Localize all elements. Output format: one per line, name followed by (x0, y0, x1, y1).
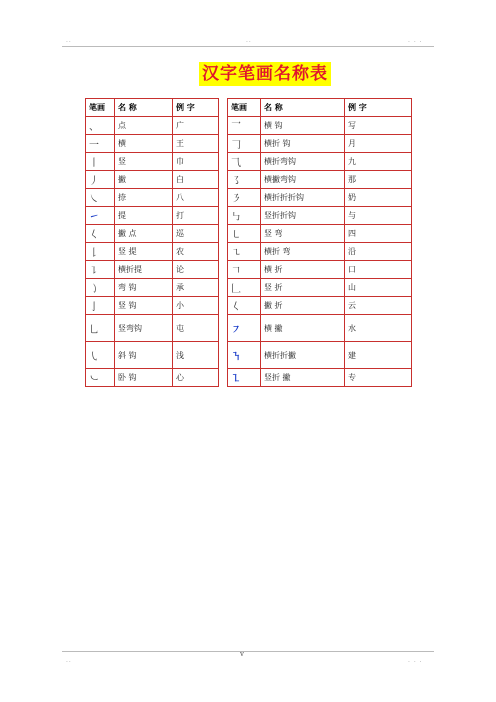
example-char-cell: 小 (173, 297, 219, 315)
footer-mark-left: .. (66, 657, 72, 664)
example-char-cell: 承 (173, 279, 219, 297)
column-gap (219, 315, 228, 342)
column-gap (219, 207, 228, 225)
table-row (86, 207, 412, 225)
example-char-cell: 论 (173, 261, 219, 279)
stroke-glyph-cell: 丨 (86, 153, 115, 171)
example-char-cell: 浅 (173, 342, 219, 369)
stroke-name-cell: 横 钩 (261, 117, 345, 135)
stroke-name-cell: 竖折 撇 (261, 369, 345, 387)
footer-mark-right: . . . (408, 657, 423, 664)
page-number: v (240, 650, 244, 658)
column-gap (219, 243, 228, 261)
stroke-glyph-cell: ㇄ (228, 225, 261, 243)
column-header-example: 例 字 (345, 99, 412, 117)
example-char-cell: 巾 (173, 153, 219, 171)
stroke-name-cell: 横折折折钩 (261, 189, 345, 207)
stroke-glyph-cell: 𡿨 (228, 297, 261, 315)
stroke-name-cell: 横撇弯钩 (261, 171, 345, 189)
stroke-glyph-cell: 𠃌 (228, 135, 261, 153)
stroke-glyph-cell: ㇅ (228, 369, 261, 387)
stroke-glyph-cell: 乚 (86, 315, 115, 342)
stroke-names-table (85, 98, 412, 387)
stroke-glyph-cell: ㇍ (228, 243, 261, 261)
stroke-glyph-cell: ㇏ (86, 189, 115, 207)
column-gap (219, 279, 228, 297)
table-row (86, 279, 412, 297)
stroke-glyph-cell: 𠃊 (228, 279, 261, 297)
table-row (86, 342, 412, 369)
example-char-cell: 白 (173, 171, 219, 189)
example-char-cell: 山 (345, 279, 412, 297)
column-gap (219, 99, 228, 117)
stroke-glyph-cell: ㇃ (86, 369, 115, 387)
stroke-name-cell: 提 (115, 207, 173, 225)
column-gap (219, 135, 228, 153)
column-gap (219, 297, 228, 315)
example-char-cell: 打 (173, 207, 219, 225)
stroke-name-cell: 竖 (115, 153, 173, 171)
stroke-glyph-cell: ㇎ (228, 342, 261, 369)
column-gap (219, 369, 228, 387)
header-mark-left: .. (66, 37, 72, 44)
table-row (86, 153, 412, 171)
stroke-glyph-cell: 、 (86, 117, 115, 135)
stroke-name-cell: 撇 (115, 171, 173, 189)
example-char-cell: 月 (345, 135, 412, 153)
table-row (86, 117, 412, 135)
stroke-name-cell: 竖 弯 (261, 225, 345, 243)
table-row (86, 189, 412, 207)
page-title: 汉字笔画名称表 (199, 62, 331, 86)
example-char-cell: 王 (173, 135, 219, 153)
example-char-cell: 九 (345, 153, 412, 171)
stroke-glyph-cell: ⺄ (228, 153, 261, 171)
stroke-name-cell: 斜 钩 (115, 342, 173, 369)
column-gap (219, 117, 228, 135)
stroke-name-cell: 横折提 (115, 261, 173, 279)
table-header-row (86, 99, 412, 117)
example-char-cell: 八 (173, 189, 219, 207)
stroke-name-cell: 横折 弯 (261, 243, 345, 261)
stroke-glyph-cell: ㇇ (228, 315, 261, 342)
stroke-glyph-cell: ㇌ (228, 171, 261, 189)
stroke-name-cell: 点 (115, 117, 173, 135)
stroke-name-cell: 卧 钩 (115, 369, 173, 387)
table-row (86, 315, 412, 342)
stroke-glyph-cell: ㇋ (228, 189, 261, 207)
stroke-name-cell: 横折折撇 (261, 342, 345, 369)
stroke-name-cell: 竖 提 (115, 243, 173, 261)
stroke-glyph-cell: 𠄌 (86, 243, 115, 261)
example-char-cell: 建 (345, 342, 412, 369)
stroke-glyph-cell: 𡿨 (86, 225, 115, 243)
header-rule (62, 46, 434, 47)
example-char-cell: 口 (345, 261, 412, 279)
stroke-glyph-cell: ㇀ (86, 207, 115, 225)
stroke-name-cell: 撇 折 (261, 297, 345, 315)
example-char-cell: 屯 (173, 315, 219, 342)
example-char-cell: 与 (345, 207, 412, 225)
example-char-cell: 沿 (345, 243, 412, 261)
table-row (86, 171, 412, 189)
stroke-name-cell: 竖折折钩 (261, 207, 345, 225)
column-header-example: 例 字 (173, 99, 219, 117)
table-row (86, 369, 412, 387)
column-gap (219, 342, 228, 369)
stroke-glyph-cell: ㇁ (86, 279, 115, 297)
column-gap (219, 225, 228, 243)
table-row (86, 135, 412, 153)
example-char-cell: 云 (345, 297, 412, 315)
example-char-cell: 写 (345, 117, 412, 135)
stroke-glyph-cell: ㇉ (228, 207, 261, 225)
example-char-cell: 专 (345, 369, 412, 387)
example-char-cell: 巡 (173, 225, 219, 243)
example-char-cell: 农 (173, 243, 219, 261)
column-header-name: 名 称 (261, 99, 345, 117)
stroke-name-cell: 横 (115, 135, 173, 153)
column-gap (219, 171, 228, 189)
table-row (86, 225, 412, 243)
stroke-glyph-cell: ㇂ (86, 342, 115, 369)
column-header-stroke: 笔画 (86, 99, 115, 117)
example-char-cell: 广 (173, 117, 219, 135)
column-header-name: 名 称 (115, 99, 173, 117)
stroke-glyph-cell: 丿 (86, 171, 115, 189)
footer-rule (62, 651, 434, 652)
column-gap (219, 153, 228, 171)
column-header-stroke: 笔画 (228, 99, 261, 117)
stroke-name-cell: 撇 点 (115, 225, 173, 243)
stroke-glyph-cell: 亅 (86, 297, 115, 315)
stroke-name-cell: 竖 折 (261, 279, 345, 297)
stroke-glyph-cell: 一 (86, 135, 115, 153)
stroke-glyph-cell: ㇊ (86, 261, 115, 279)
stroke-name-cell: 竖 钩 (115, 297, 173, 315)
table-row (86, 297, 412, 315)
table-row (86, 261, 412, 279)
column-gap (219, 261, 228, 279)
table-row (86, 243, 412, 261)
column-gap (219, 189, 228, 207)
stroke-name-cell: 横 撇 (261, 315, 345, 342)
stroke-glyph-cell: 乛 (228, 117, 261, 135)
header-mark-right: . . . (408, 37, 423, 44)
table-body (86, 117, 412, 387)
example-char-cell: 四 (345, 225, 412, 243)
stroke-glyph-cell: 𠃍 (228, 261, 261, 279)
stroke-name-cell: 竖弯钩 (115, 315, 173, 342)
stroke-name-cell: 捺 (115, 189, 173, 207)
stroke-name-cell: 横 折 (261, 261, 345, 279)
example-char-cell: 那 (345, 171, 412, 189)
stroke-name-cell: 弯 钩 (115, 279, 173, 297)
example-char-cell: 心 (173, 369, 219, 387)
stroke-name-cell: 横折弯钩 (261, 153, 345, 171)
example-char-cell: 水 (345, 315, 412, 342)
example-char-cell: 奶 (345, 189, 412, 207)
header-mark-center: .. (246, 37, 252, 44)
stroke-name-cell: 横折 钩 (261, 135, 345, 153)
